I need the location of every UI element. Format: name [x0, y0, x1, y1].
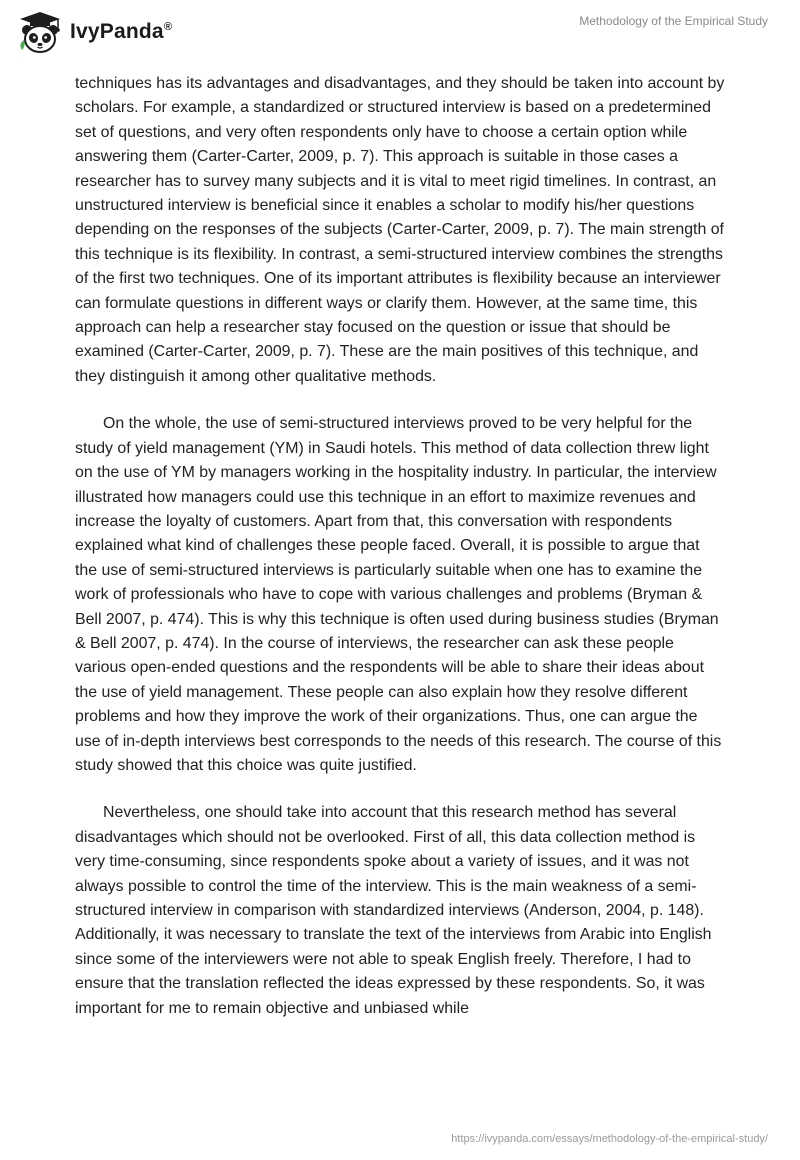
paragraph-continued: techniques has its advantages and disadvantages, and they should be taken into account by scholars. For example, a standardized or structured interview is based on a predetermined set of questions, and very often respondents only have to choose a certain option while answering them (Carter-Carter, 2009, p. 7). This approach is suitable in those cases a researcher has to survey many subjects and it is vital to meet rigid timelines. In contrast, an unstructured interview is beneficial since it enables a scholar to modify his/her questions depending on the responses of the subjects (Carter-Carter, 2009, p. 7). The main strength of this technique is its flexibility. In contrast, a semi-structured interview combines the strengths of the first two techniques. One of its important attributes is flexibility because an interviewer can formulate questions in different ways or clarify them. However, at the same time, this approach can help a researcher stay focused on the question or issue that should be examined (Carter-Carter, 2009, p. 7). These are the main positives of this technique, and they distinguish it among other qualitative methods.	[75, 75, 725, 385]
logo-wordmark: IvyPanda®	[70, 20, 173, 43]
paragraph: On the whole, the use of semi-structured interviews proved to be very helpful for the study of yield management (YM) in Saudi hotels. This method of data collection threw light on the use of YM by managers working in the hospitality industry. In particular, the interview illustrated how managers could use this technique in an effort to maximize revenues and increase the loyalty of customers. Apart from that, this conversation with respondents explained what kind of challenges these people faced. Overall, it is possible to argue that the use of semi-structured interviews is particularly suitable when one has to examine the work of professionals who have to cope with various challenges and problems (Bryman & Bell 2007, p. 474). This is why this technique is often used during business studies (Bryman & Bell 2007, p. 474). In the course of interviews, the researcher can ask these people various open-ended questions and the respondents will be able to share their ideas about the use of yield management. These people can also explain how they resolve different problems and how they improve the work of their organizations. Thus, one can argue the use of in-depth interviews best corresponds to the needs of this research. The course of this study showed that this choice was quite justified.	[75, 415, 722, 774]
page-header	[0, 0, 800, 64]
source-url[interactable]: https://ivypanda.com/essays/methodology-of-the-empirical-study/	[451, 1133, 768, 1145]
paragraph: Nevertheless, one should take into account that this research method has several disadvantages which should not be overlooked. First of all, this data collection method is very time-consuming, since respondents spoke about a variety of issues, and it was not always possible to control the time of the interview. This is the main weakness of a semi-structured interview in comparison with standardized interviews (Anderson, 2004, p. 148). Additionally, it was necessary to translate the text of the interviews from Arabic into English since some of the interviewers were not able to speak English freely. Therefore, I had to ensure that the translation reflected the ideas expressed by these respondents. So, it was important for me to remain objective and unbiased while	[75, 804, 712, 1017]
panda-graduate-icon	[16, 10, 64, 54]
ivypanda-logo[interactable]	[16, 10, 172, 54]
document-title: Methodology of the Empirical Study	[579, 14, 768, 28]
essay-body	[75, 72, 725, 1044]
